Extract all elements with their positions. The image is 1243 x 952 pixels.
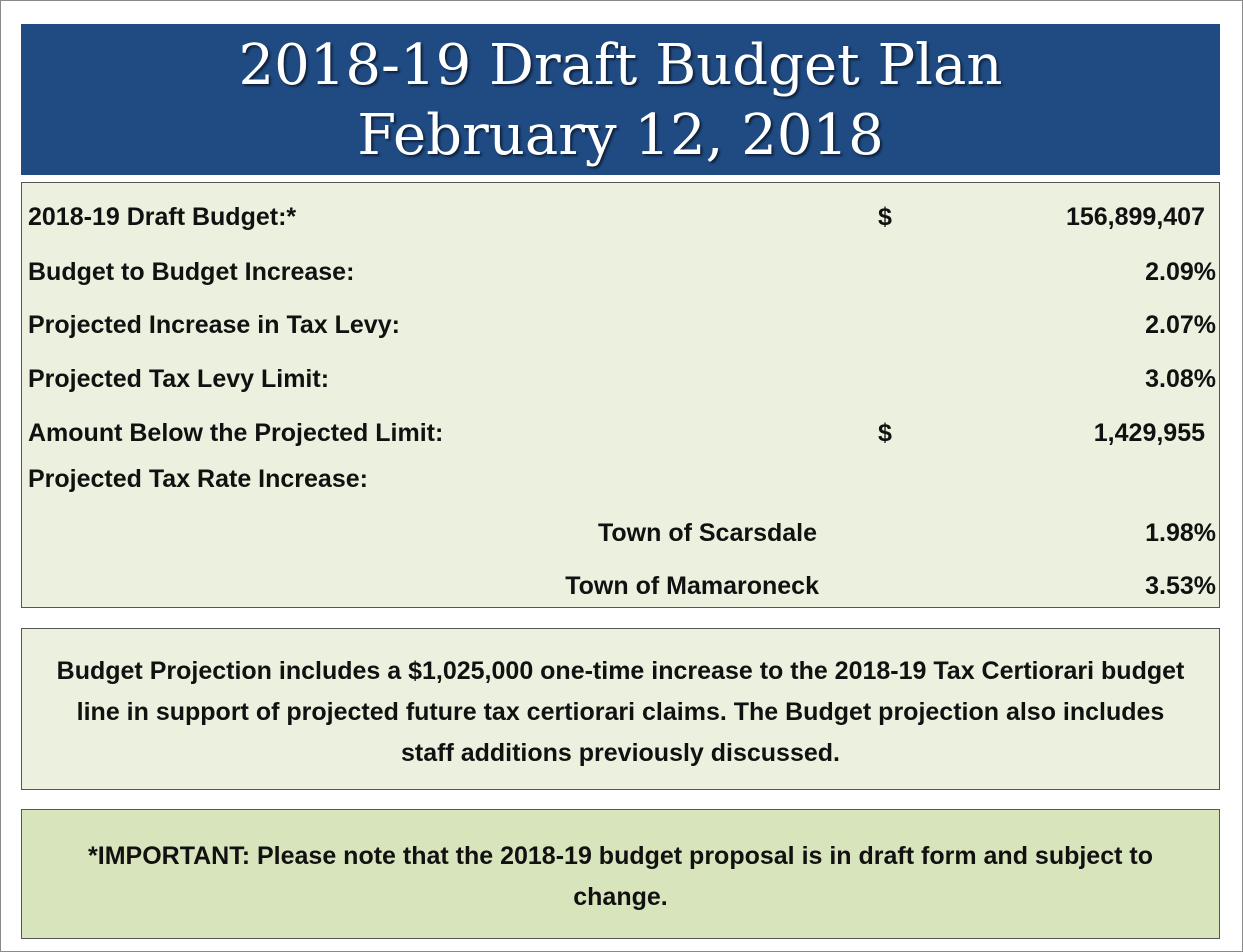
- levy-increase-value: 2.07%: [1145, 311, 1216, 339]
- draft-budget-currency: $: [878, 203, 892, 231]
- scarsdale-label: Town of Scarsdale: [597, 519, 817, 547]
- mamaroneck-label: Town of Mamaroneck: [565, 572, 819, 600]
- levy-limit-value: 3.08%: [1145, 365, 1216, 393]
- rate-increase-label: Projected Tax Rate Increase:: [28, 465, 368, 493]
- page-title: 2018-19 Draft Budget Plan: [238, 33, 1003, 98]
- row-draft-budget: [22, 199, 1219, 239]
- below-limit-currency: $: [878, 419, 892, 447]
- budget-increase-label: Budget to Budget Increase:: [28, 258, 355, 286]
- budget-increase-value: 2.09%: [1145, 258, 1216, 286]
- note-text: Budget Projection includes a $1,025,000 one-time increase to the 2018-19 Tax Certiorari budget line in support of projected future tax certiorari claims. The Budget projection also includes staff additions previously discussed.: [56, 657, 1185, 767]
- budget-projection-note: [21, 628, 1220, 790]
- row-levy-increase: [22, 307, 1219, 347]
- row-levy-limit: [22, 361, 1219, 401]
- page-date: February 12, 2018: [357, 103, 884, 168]
- below-limit-label: Amount Below the Projected Limit:: [28, 419, 444, 447]
- levy-limit-label: Projected Tax Levy Limit:: [28, 365, 330, 393]
- important-notice: [21, 809, 1220, 939]
- row-mamaroneck: [22, 568, 1219, 608]
- mamaroneck-value: 3.53%: [1145, 572, 1216, 600]
- draft-budget-value: 156,899,407: [1065, 203, 1205, 231]
- row-rate-increase: [22, 461, 1219, 501]
- header-banner: [21, 24, 1220, 175]
- row-below-limit: [22, 415, 1219, 455]
- row-scarsdale: [22, 515, 1219, 555]
- levy-increase-label: Projected Increase in Tax Levy:: [28, 311, 400, 339]
- draft-budget-label: 2018-19 Draft Budget:*: [28, 203, 297, 231]
- important-text: *IMPORTANT: Please note that the 2018-19 budget proposal is in draft form and subject to change.: [88, 842, 1153, 911]
- budget-summary-panel: [21, 182, 1220, 608]
- row-budget-increase: [22, 254, 1219, 294]
- scarsdale-value: 1.98%: [1145, 519, 1216, 547]
- below-limit-value: 1,429,955: [1093, 419, 1205, 447]
